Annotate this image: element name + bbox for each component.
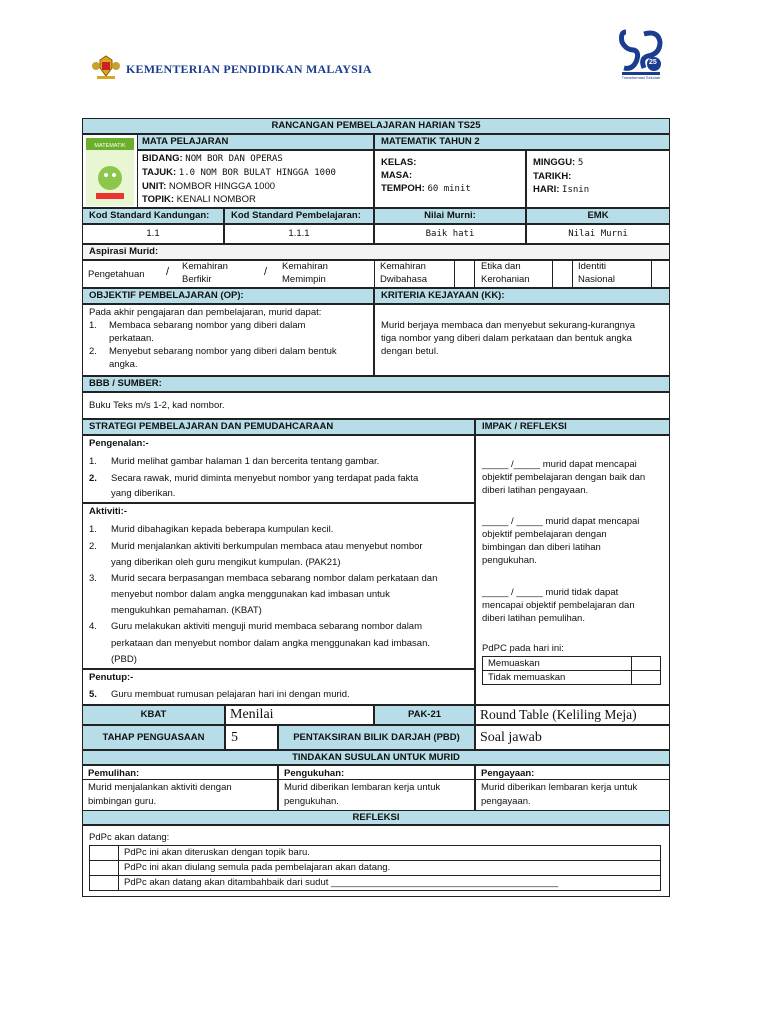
kelas-label: KELAS: (381, 157, 417, 168)
pengenalan-num-1: 1. (89, 456, 97, 467)
impak-para-2 (482, 515, 666, 567)
pbd-label: PENTAKSIRAN BILIK DARJAH (PBD) (278, 725, 475, 750)
objektif-body (82, 304, 374, 376)
aspirasi-identiti-nasional: Identiti Nasional (578, 261, 615, 285)
bidang-value: NOM BOR DAN OPERAS (185, 154, 283, 164)
kriteria-line-3: dengan betul. (381, 346, 439, 357)
refleksi-body (82, 825, 670, 897)
lesson-topic-block (137, 150, 374, 208)
textbook-cover (82, 134, 137, 208)
tajuk-value: 1.0 NOM BOR BULAT HINGGA 1000 (178, 168, 336, 178)
tempoh-value: 60 minit (427, 184, 471, 194)
form-title: RANCANGAN PEMBELAJARAN HARIAN TS25 (82, 118, 670, 134)
aspirasi-kemahiran-memimpin: Kemahiran Memimpin (282, 261, 328, 285)
option-tidak-memuaskan-checkbox[interactable] (631, 670, 661, 685)
pemulihan-line-1: Murid menjalankan aktiviti dengan (88, 782, 232, 793)
aspirasi-pengetahuan: Pengetahuan (88, 269, 145, 280)
aspirasi-divider-2 (454, 260, 455, 288)
book-title: MATEMATIK (94, 143, 126, 149)
pengayaan-label: Pengayaan: (481, 768, 535, 779)
aktiviti-num-3: 3. (89, 573, 97, 584)
aktiviti-item-4-line2: perkataan dan menyebut nombor dalam angka menggunakan kad imbasan. (111, 638, 430, 649)
nilai-value: Baik hati (374, 224, 526, 244)
pak21-value: Round Table (Keliling Meja) (475, 705, 670, 725)
aktiviti-num-2: 2. (89, 541, 97, 552)
aktiviti-item-2-line2: yang diberikan oleh guru mengikut kumpulan. (PAK21) (111, 557, 341, 568)
impak-header: IMPAK / REFLEKSI (475, 419, 670, 435)
refleksi-option-1: PdPc ini akan diteruskan dengan topik baru. (118, 845, 661, 861)
tindakan-divider (82, 779, 670, 780)
ksp-header: Kod Standard Pembelajaran: (224, 208, 374, 224)
ts25-caption: Transformasi Sekolah (621, 75, 661, 80)
kriteria-body (374, 304, 670, 376)
topik-value: KENALI NOMBOR (176, 194, 256, 205)
option-memuaskan-checkbox[interactable] (631, 656, 661, 671)
impak-para-1 (482, 458, 666, 497)
impak-para-3-line2: mencapai objektif pembelajaran dan (482, 600, 635, 611)
penutup-item-5: Guru membuat rumusan pelajaran hari ini dengan murid. (111, 689, 350, 700)
mata-pelajaran-label: MATA PELAJARAN (142, 136, 229, 147)
tahap-label: TAHAP PENGUASAAN (82, 725, 225, 750)
aspirasi-label: Aspirasi Murid: (82, 244, 670, 260)
aktiviti-item-4-line1: Guru melakukan aktiviti menguji murid membaca sebarang nombor dalam (111, 621, 423, 632)
aspirasi-kemahiran-berfikir: Kemahiran Berfikir (182, 261, 228, 285)
aspirasi-etika-kerohanian: Etika dan Kerohanian (481, 261, 530, 285)
refleksi-header: REFLEKSI (82, 810, 670, 825)
aktiviti-item-3-line2: menyebut nombor dalam angka menggunakan kad imbasan untuk (111, 589, 390, 600)
objektif-item-2-line1: Menyebut sebarang nombor yang diberi dalam bentuk (109, 346, 337, 357)
ts25-logo (618, 28, 664, 80)
tahap-value: 5 (225, 725, 278, 750)
impak-para-1-line2: objektif pembelajaran dengan baik dan (482, 472, 646, 483)
objektif-intro: Pada akhir pengajaran dan pembelajaran, murid dapat: (89, 307, 322, 318)
aspirasi-divider-1 (374, 260, 375, 288)
kbat-label: KBAT (82, 705, 225, 725)
aspirasi-kemahiran-dwibahasa: Kemahiran Dwibahasa (380, 261, 427, 285)
impak-para-2-line2: objektif pembelajaran dengan (482, 529, 607, 540)
pengenalan-item-2-line1: Secara rawak, murid diminta menyebut nombor yang terdapat pada fakta (111, 473, 419, 484)
objektif-item-1-line1: Membaca sebarang nombor yang diberi dalam (109, 320, 306, 331)
impak-para-3-line1: _____ / _____ murid tidak dapat (482, 587, 619, 598)
pengenalan-label: Pengenalan:- (89, 438, 149, 449)
aktiviti-num-1: 1. (89, 524, 97, 535)
pengukuhan-line-1: Murid diberikan lembaran kerja untuk (284, 782, 441, 793)
impak-body (475, 435, 670, 705)
pemulihan-label: Pemulihan: (88, 768, 140, 779)
week-date-block (526, 150, 670, 208)
refleksi-option-2-checkbox[interactable] (89, 860, 119, 876)
objektif-item-1-line2: perkataan. (109, 333, 154, 344)
impak-para-2-line1: _____ / _____ murid dapat mencapai (482, 516, 640, 527)
aktiviti-item-2-line1: Murid menjalankan aktiviti berkumpulan membaca atau menyebut nombor (111, 541, 423, 552)
pengukuhan-label: Pengukuhan: (284, 768, 345, 779)
kriteria-line-1: Murid berjaya membaca dan menyebut sekurang-kurangnya (381, 320, 635, 331)
refleksi-intro: PdPc akan datang: (89, 832, 170, 843)
aktiviti-item-3-line1: Murid secara berpasangan membaca sebarang nombor dalam perkataan dan (111, 573, 438, 584)
aspirasi-divider-4 (552, 260, 553, 288)
objektif-num-2: 2. (89, 346, 97, 357)
pemulihan-line-2: bimbingan guru. (88, 796, 157, 807)
pengenalan-item-2-line2: yang diberikan. (111, 488, 176, 499)
malaysia-coat-of-arms-icon (90, 54, 122, 82)
aspirasi-tick-1: / (166, 266, 170, 278)
ksk-value: 1.1 (82, 224, 224, 244)
unit-value: NOMBOR HINGGA 1000 (168, 181, 276, 192)
aspirasi-tick-2: / (264, 266, 268, 278)
impak-para-3 (482, 586, 666, 625)
aspirasi-divider-3 (474, 260, 475, 288)
masa-label: MASA: (381, 170, 413, 181)
pengayaan-line-1: Murid diberikan lembaran kerja untuk (481, 782, 638, 793)
ksk-header: Kod Standard Kandungan: (82, 208, 224, 224)
hari-label: HARI: (533, 184, 560, 195)
strategi-header: STRATEGI PEMBELAJARAN DAN PEMUDAHCARAAN (82, 419, 475, 435)
impak-para-1-line3: diberi latihan pengayaan. (482, 485, 589, 496)
mata-pelajaran-header (137, 134, 374, 150)
ministry-name: KEMENTERIAN PENDIDIKAN MALAYSIA (126, 62, 372, 76)
refleksi-option-2: PdPc ini akan diulang semula pada pembelajaran akan datang. (118, 860, 661, 876)
nilai-header: Nilai Murni: (374, 208, 526, 224)
kriteria-header: KRITERIA KEJAYAAN (KK): (374, 288, 670, 304)
pengenalan-item-1: Murid melihat gambar halaman 1 dan bercerita tentang gambar. (111, 456, 380, 467)
refleksi-option-3-checkbox[interactable] (89, 875, 119, 891)
aktiviti-item-1: Murid dibahagikan kepada beberapa kumpulan kecil. (111, 524, 334, 535)
pengukuhan-line-2: pengukuhan. (284, 796, 339, 807)
aspirasi-divider-5 (572, 260, 573, 288)
option-memuaskan-label: Memuaskan (482, 656, 632, 671)
refleksi-option-3: PdPc akan datang akan ditambahbaik dari sudut ___________________________________________ (118, 875, 661, 891)
pengenalan-num-2: 2. (89, 473, 97, 484)
class-time-block (374, 150, 526, 208)
tindakan-header: TINDAKAN SUSULAN UNTUK MURID (82, 750, 670, 765)
tarikh-label: TARIKH: (533, 171, 572, 182)
minggu-value: 5 (577, 158, 584, 168)
hari-value: Isnin (562, 185, 590, 195)
impak-para-1-line1: _____ /_____ murid dapat mencapai (482, 459, 637, 470)
subject-value: MATEMATIK TAHUN 2 (381, 136, 480, 147)
pdpc-hari-ini-label: PdPC pada hari ini: (482, 643, 564, 654)
penutup-label: Penutup:- (89, 672, 134, 683)
refleksi-option-1-checkbox[interactable] (89, 845, 119, 861)
aktiviti-item-4-line3: (PBD) (111, 654, 137, 665)
bidang-label: BIDANG: (142, 153, 183, 164)
aktiviti-num-4: 4. (89, 621, 97, 632)
bbb-value: Buku Teks m/s 1-2, kad nombor. (82, 392, 670, 419)
emk-header: EMK (526, 208, 670, 224)
ksp-value: 1.1.1 (224, 224, 374, 244)
pak21-label: PAK-21 (374, 705, 475, 725)
impak-para-2-line4: pengukuhan. (482, 555, 537, 566)
penutup-num-5: 5. (89, 689, 97, 700)
bbb-header: BBB / SUMBER: (82, 376, 670, 392)
pengenalan-section (82, 435, 475, 503)
unit-label: UNIT: (142, 181, 167, 192)
pengayaan-line-2: pengayaan. (481, 796, 531, 807)
penutup-section (82, 669, 475, 705)
aspirasi-divider-6 (651, 260, 652, 288)
minggu-label: MINGGU: (533, 157, 576, 168)
objektif-header: OBJEKTIF PEMBELAJARAN (OP): (82, 288, 374, 304)
kriteria-line-2: tiga nombor yang diberi dalam perkataan dan bentuk angka (381, 333, 632, 344)
impak-para-2-line3: bimbingan dan diberi latihan (482, 542, 601, 553)
aktiviti-item-3-line3: mengukuhkan pemahaman. (KBAT) (111, 605, 262, 616)
pbd-value: Soal jawab (475, 725, 670, 750)
option-tidak-memuaskan-label: Tidak memuaskan (482, 670, 632, 685)
objektif-num-1: 1. (89, 320, 97, 331)
topik-label: TOPIK: (142, 194, 175, 205)
tajuk-label: TAJUK: (142, 167, 177, 178)
kbat-value: Menilai (225, 705, 374, 725)
objektif-item-2-line2: angka. (109, 359, 138, 370)
tempoh-label: TEMPOH: (381, 183, 425, 194)
aktiviti-section (82, 503, 475, 669)
aktiviti-label: Aktiviti:- (89, 506, 127, 517)
ts25-logo-number: 25 (649, 59, 657, 66)
impak-para-3-line3: diberi latihan pemulihan. (482, 613, 585, 624)
emk-value: Nilai Murni (526, 224, 670, 244)
subject-header (374, 134, 670, 150)
